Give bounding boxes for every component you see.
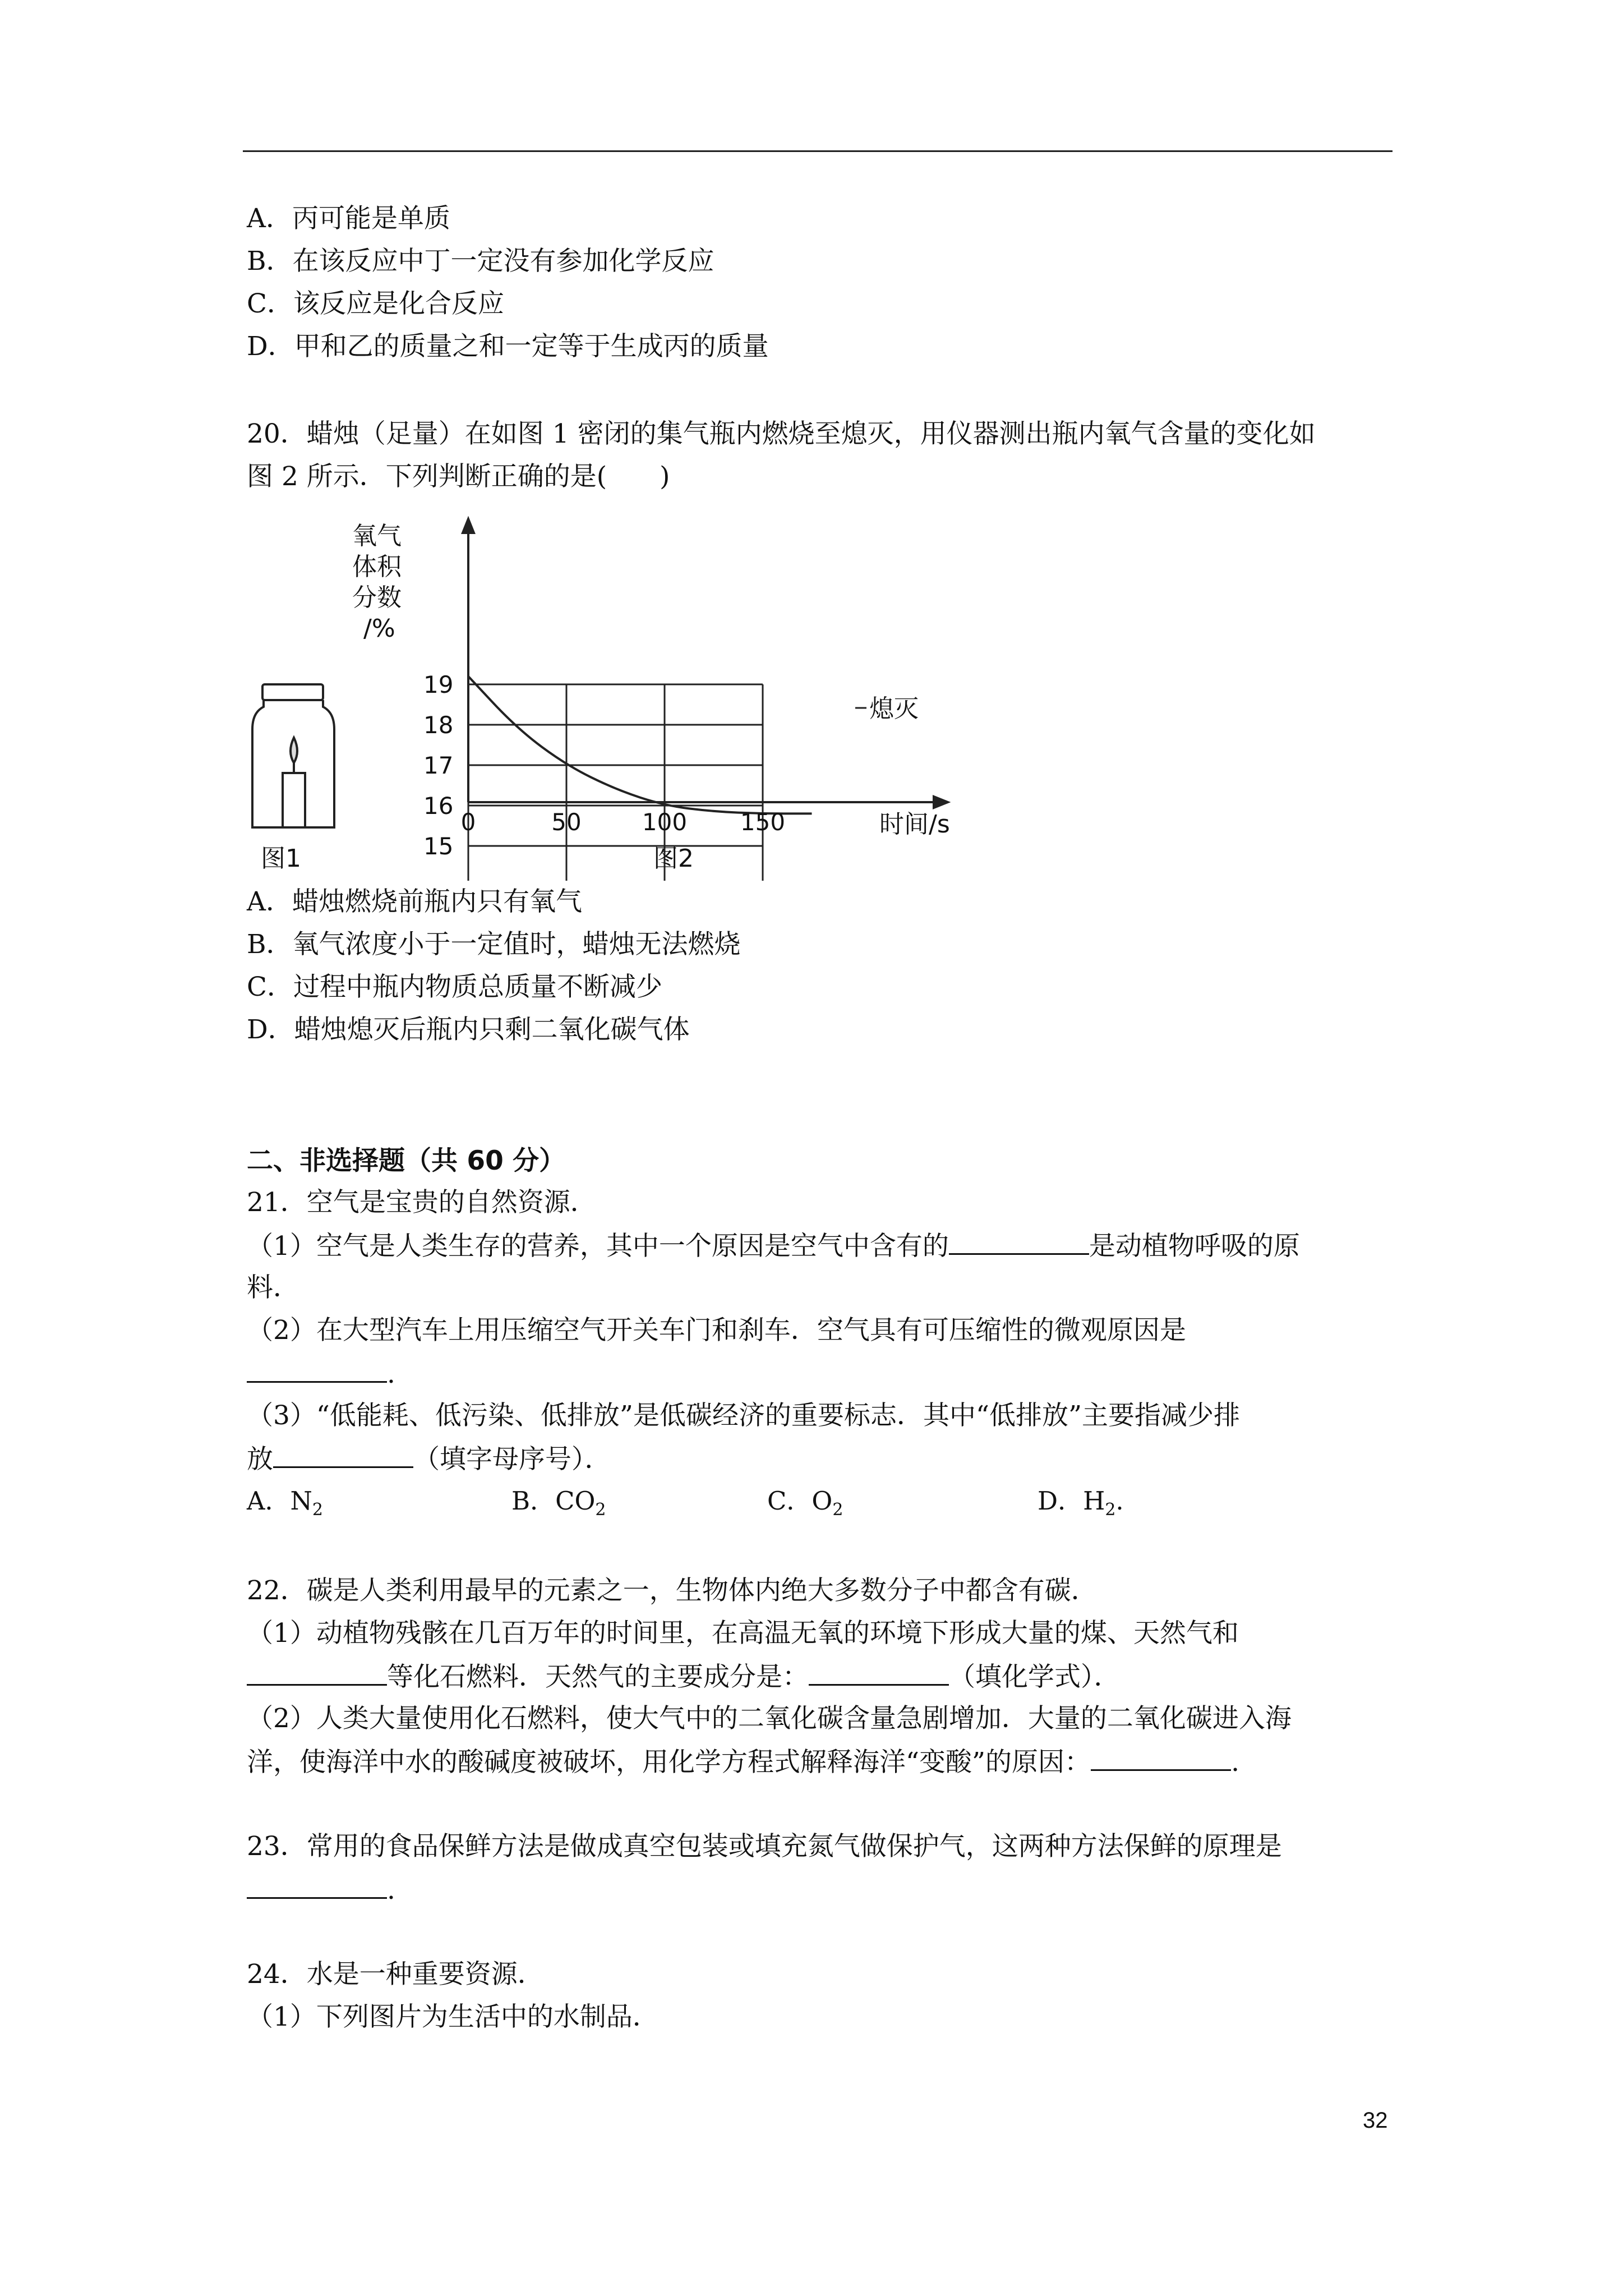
section2-title: 二、非选择题（共 60 分） xyxy=(247,1145,566,1176)
q20-stem-line2: 图 2 所示．下列判断正确的是( ) xyxy=(247,461,670,492)
q21-part3-line2 xyxy=(247,1442,611,1476)
q21-part3-line1: （3）“低能耗、低污染、低排放”是低碳经济的重要标志．其中“低排放”主要指减少排 xyxy=(247,1400,1241,1431)
q21-part2-end: . xyxy=(387,1359,395,1389)
oxygen-curve-series xyxy=(468,677,812,814)
x-tick-label-2: 100 xyxy=(642,808,688,836)
q23-answer xyxy=(247,1872,395,1907)
q22-part1-mid: 等化石燃料．天然气的主要成分是： xyxy=(387,1662,809,1692)
q21-blank-1[interactable] xyxy=(949,1228,1089,1255)
ylabel-line-1: 氧气 xyxy=(352,522,402,550)
y-tick-label-3: 16 xyxy=(423,792,454,820)
page-number: 32 xyxy=(1363,2108,1388,2133)
q22-stem: 22．碳是人类利用最早的元素之一，生物体内绝大多数分子中都含有碳． xyxy=(247,1575,1098,1606)
q21-part1-pre: （1）空气是人类生存的营养，其中一个原因是空气中含有的 xyxy=(247,1231,949,1262)
q22-part2-end: . xyxy=(1231,1747,1240,1778)
q20-option-d: D．蜡烛熄灭后瓶内只剩二氧化碳气体 xyxy=(247,1014,690,1045)
y-tick-label-1: 18 xyxy=(423,711,454,739)
q21-option-d: D．$H_2$. xyxy=(1038,1486,1124,1520)
ylabel-line-2: 体积 xyxy=(352,553,402,581)
y-tick-label-2: 17 xyxy=(423,752,454,779)
q22-part2-text: 洋，使海洋中水的酸碱度被破坏，用化学方程式解释海洋“变酸”的原因： xyxy=(247,1747,1091,1778)
q21-option-b: B．$CO_2$ xyxy=(511,1486,606,1520)
q20-option-b: B．氧气浓度小于一定值时，蜡烛无法燃烧 xyxy=(247,929,741,960)
fig2-label: 图2 xyxy=(653,844,694,873)
q23-line1: 23．常用的食品保鲜方法是做成真空包装或填充氮气做保护气，这两种方法保鲜的原理是 xyxy=(247,1831,1282,1862)
y-tick-label-0: 19 xyxy=(423,671,454,698)
fig1-label: 图1 xyxy=(261,844,301,873)
q22-blank-3[interactable] xyxy=(1091,1745,1231,1771)
q21-part3-post: （填字母序号）． xyxy=(413,1444,611,1475)
q21-option-a: A．$N_2$ xyxy=(247,1486,323,1520)
q22-part1-line2 xyxy=(247,1659,1121,1694)
q22-part2-line2 xyxy=(247,1745,1239,1779)
xlabel: 时间/s xyxy=(879,810,950,839)
q21-blank-3[interactable] xyxy=(273,1442,413,1468)
q20-option-a: A．蜡烛燃烧前瓶内只有氧气 xyxy=(247,886,582,917)
q21-part3-pre: 放 xyxy=(247,1444,273,1475)
ylabel-line-4: /% xyxy=(363,614,395,643)
q21-part2: （2）在大型汽车上用压缩空气开关车门和刹车．空气具有可压缩性的微观原因是 xyxy=(247,1315,1186,1346)
q20-option-c: C．过程中瓶内物质总质量不断减少 xyxy=(247,972,662,1002)
x-tick-label-0: 0 xyxy=(460,808,476,836)
q21-option-c: C．$O_2$ xyxy=(767,1486,843,1520)
chart-grid xyxy=(468,684,763,881)
q21-part1-post: 是动植物呼吸的原 xyxy=(1089,1231,1300,1262)
x-tick-label-1: 50 xyxy=(551,808,582,836)
q21-part1-cont: 料． xyxy=(247,1272,299,1303)
q23-end: . xyxy=(387,1875,395,1906)
q19-option-b: B．在该反应中丁一定没有参加化学反应 xyxy=(247,246,714,277)
q20-figure xyxy=(236,499,987,881)
q22-part2-line1: （2）人类大量使用化石燃料，使大气中的二氧化碳含量急剧增加．大量的二氧化碳进入海 xyxy=(247,1703,1292,1734)
extinguish-annotation: 熄灭 xyxy=(869,694,919,723)
ylabel-line-3: 分数 xyxy=(352,583,402,612)
q20-stem-line1: 20．蜡烛（足量）在如图 1 密闭的集气瓶内燃烧至熄灭，用仪器测出瓶内氧气含量的变化如 xyxy=(247,418,1316,449)
q21-blank-2[interactable] xyxy=(247,1356,387,1383)
q21-stem: 21．空气是宝贵的自然资源． xyxy=(247,1187,597,1218)
y-tick-label-4: 15 xyxy=(423,832,454,860)
q19-option-a: A．丙可能是单质 xyxy=(247,203,450,234)
q21-part1 xyxy=(247,1228,1300,1263)
q19-option-d: D．甲和乙的质量之和一定等于生成丙的质量 xyxy=(247,331,769,362)
q22-part1-line1: （1）动植物残骸在几百万年的时间里，在高温无氧的环境下形成大量的煤、天然气和 xyxy=(247,1618,1239,1649)
q19-option-c: C．该反应是化合反应 xyxy=(247,288,504,319)
q24-part1: （1）下列图片为生活中的水制品． xyxy=(247,2001,659,2032)
q22-blank-2[interactable] xyxy=(809,1659,949,1686)
x-tick-label-3: 150 xyxy=(740,808,786,836)
q22-part1-end: （填化学式）． xyxy=(949,1662,1121,1692)
jar-with-candle-illustration xyxy=(252,684,334,827)
q23-blank[interactable] xyxy=(247,1872,387,1899)
q22-blank-1[interactable] xyxy=(247,1659,387,1686)
q21-part2-answer xyxy=(247,1356,395,1391)
header-rule xyxy=(243,150,1393,152)
q24-stem: 24．水是一种重要资源． xyxy=(247,1959,544,1990)
